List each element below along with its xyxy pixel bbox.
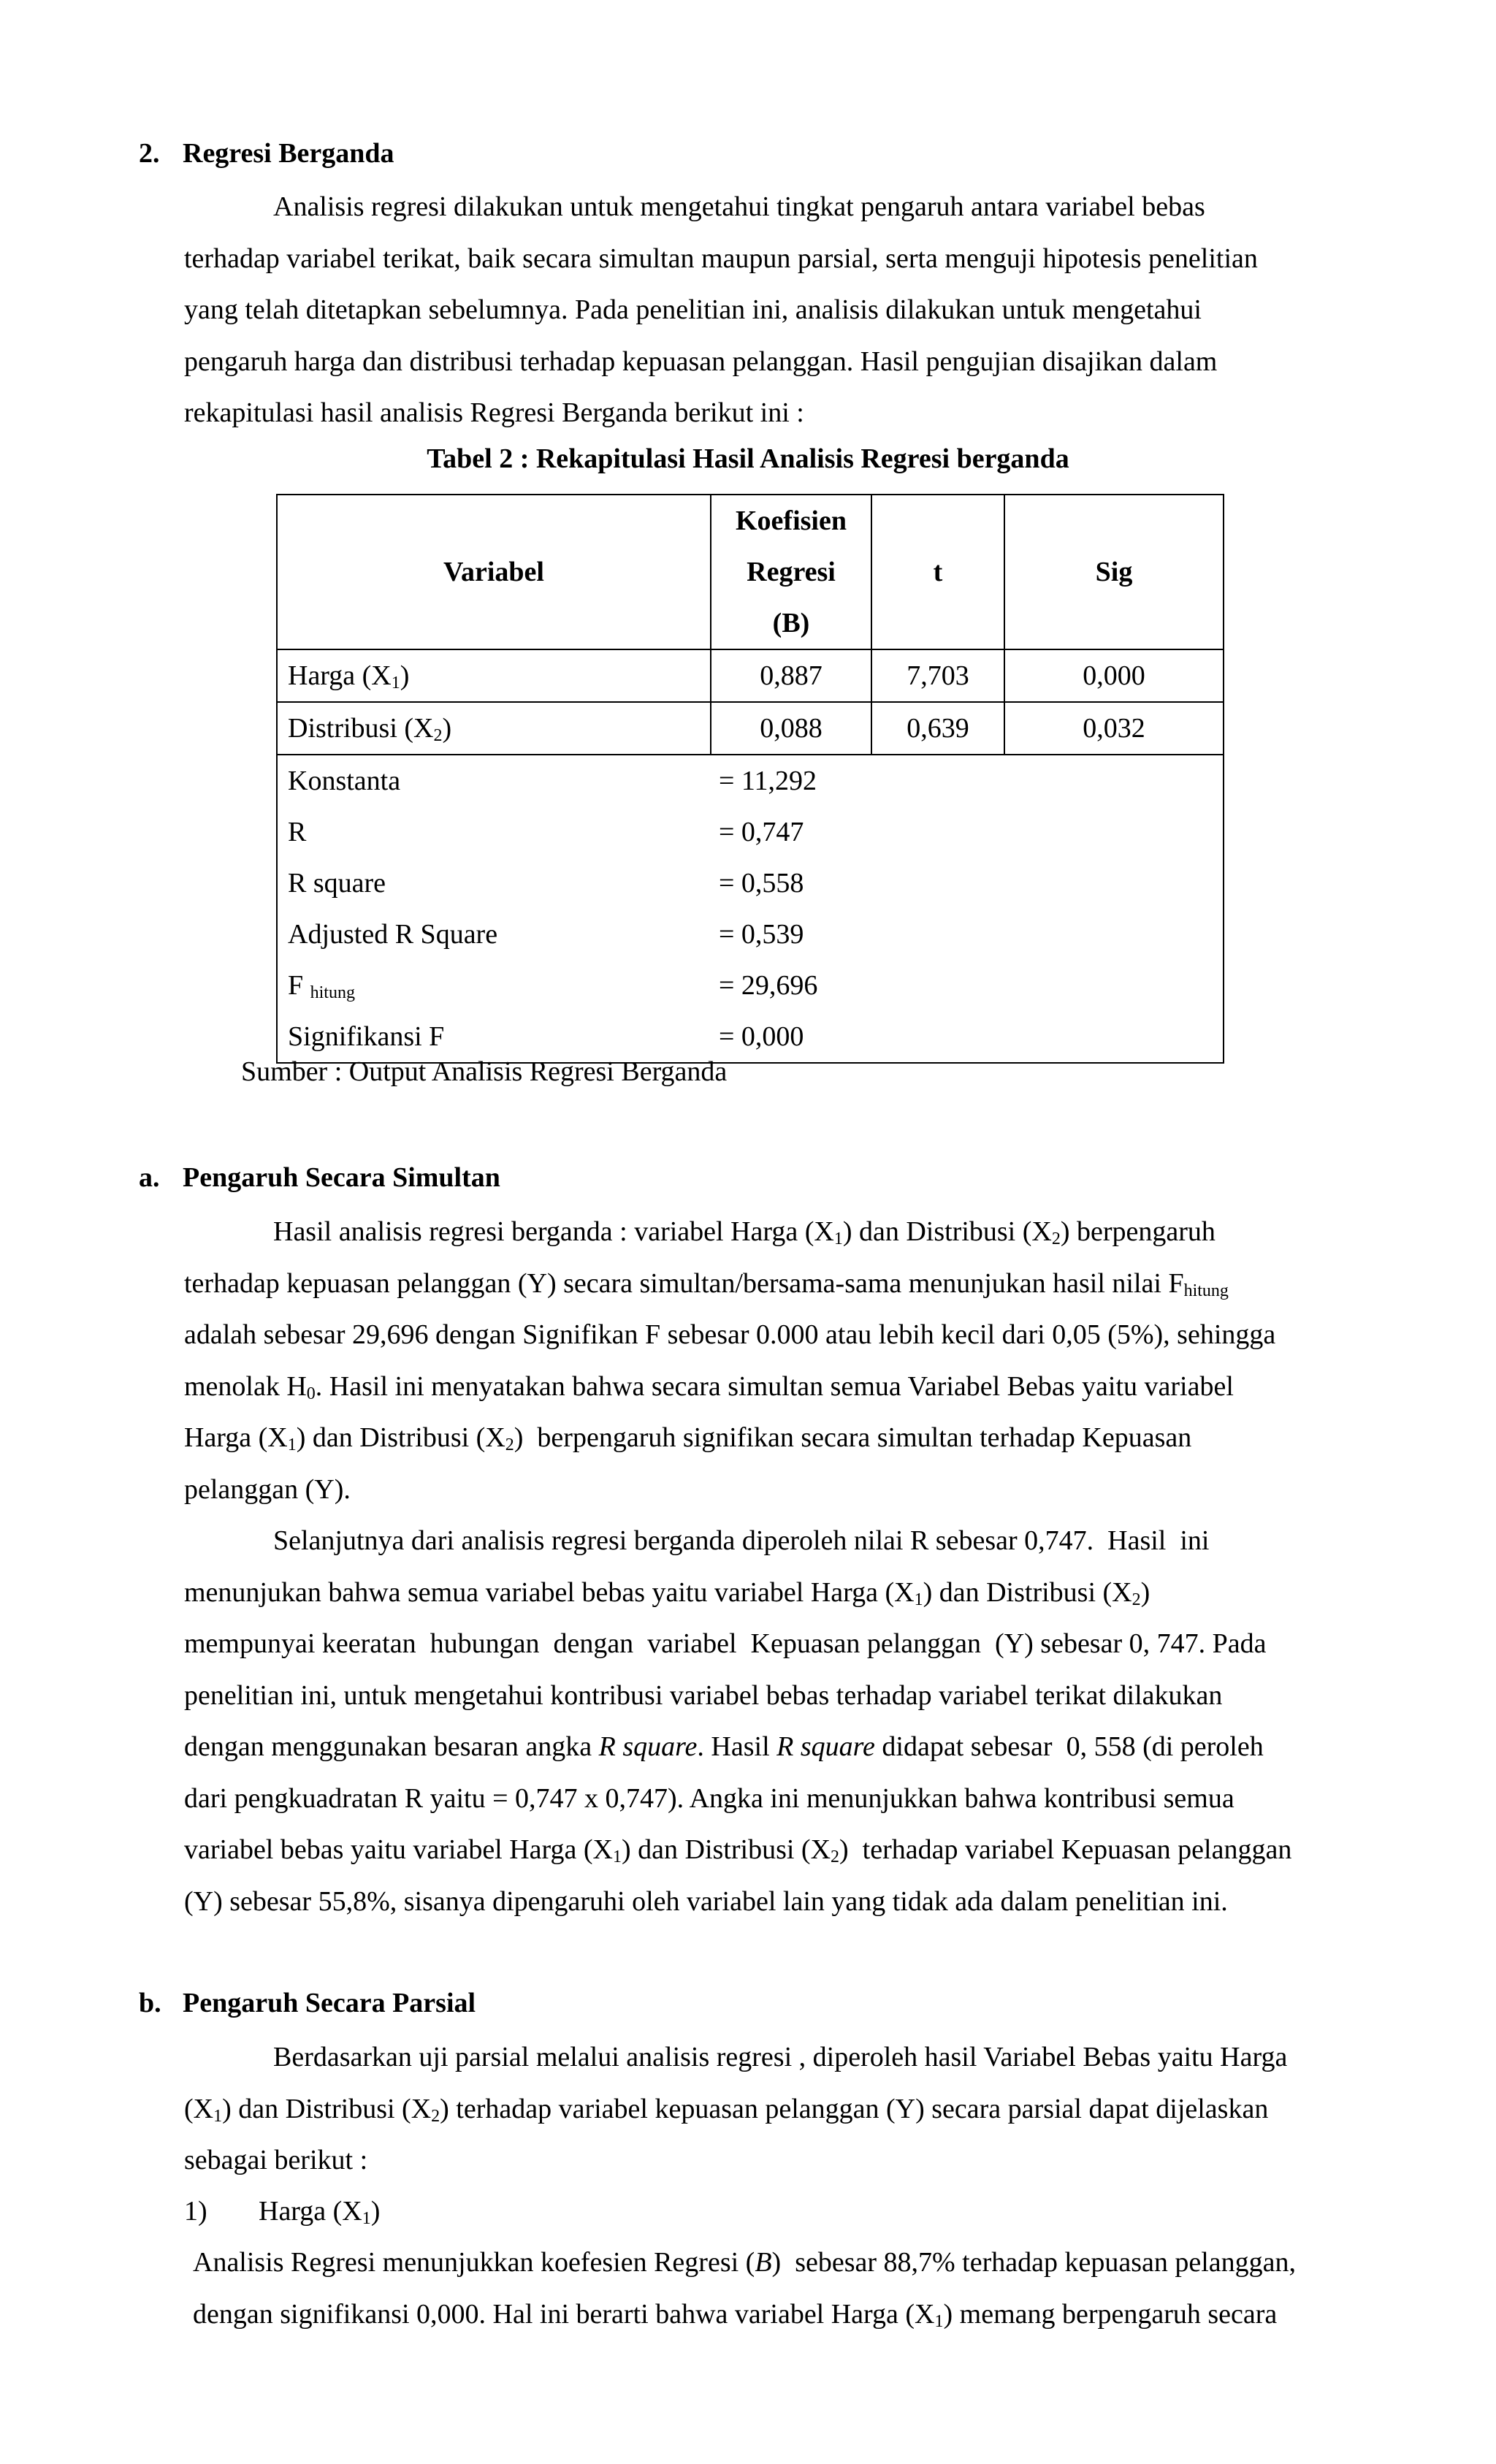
- cell-variable: Distribusi $(X_2)$: [277, 702, 711, 755]
- section-b-paragraph: Berdasarkan uji parsial melalui analisis regresi , diperoleh hasil Variabel Bebas yaitu Harga $(X_1)$ dan Distribusi $(X_2)$ terhadap variabel kepuasan pelanggan (Y) secara parsial dapat dijelaskan sebagai berikut :: [184, 2042, 1288, 2175]
- list-item-harga: 1) Harga $(X_1)$: [184, 2196, 381, 2228]
- section-heading-b: b. Pengaruh Secara Parsial: [139, 1988, 476, 2018]
- harga-paragraph: Analisis Regresi menunjukkan koefesien Regresi (B) sebesar 88,7% terhadap kepuasan pelanggan, dengan signifikansi 0,000. Hal ini berarti bahwa variabel Harga $(X_1)$ memang berpengaruh secara: [193, 2247, 1297, 2331]
- section-a-paragraph-1: Hasil analisis regresi berganda : variabel Harga $(X_1)$ dan Distribusi $(X_2)$ berpengaruh terhadap kepuasan pelanggan (Y) secara simultan/bersama-sama menunjukan hasil nilai $F_{hitung}$ adalah sebesar 29,696 dengan Signifikan F sebesar 0.000 atau lebih kecil dari 0,05 (5%), sehingga menolak $H_0$. Hasil ini menyatakan bahwa secara simultan semua Variabel Bebas yaitu variabel Harga $(X_1)$ dan Distribusi $(X_2)$ berpengaruh signifikan secara simultan terhadap Kepuasan pelanggan (Y). Selanjutnya dari analisis regresi berganda diperoleh nilai R sebesar 0,747. Hasil ini menunjukan bahwa semua variabel bebas yaitu variabel Harga $(X_1)$ dan Distribusi $(X_2)$ mempunyai keeratan hubungan dengan variabel Kepuasan pelanggan (Y) sebesar 0, 747. Pada penelitian ini, untuk mengetahui kontribusi variabel bebas terhadap variabel terikat dilakukan dengan menggunakan besaran angka R square. Hasil R square didapat sebesar 0, 558 (di peroleh dari pengkuadratan R yaitu = 0,747 x 0,747). Angka ini menunjukkan bahwa kontribusi semua variabel bebas yaitu variabel Harga $(X_1)$ dan Distribusi $(X_2)$ terhadap variabel Kepuasan pelanggan (Y) sebesar 55,8%, sisanya dipengaruhi oleh variabel lain yang tidak ada dalam penelitian ini.: [184, 1216, 1292, 1917]
- summary-row: F $_{hitung}$ = 29,696: [288, 970, 818, 1002]
- summary-row: Konstanta = 11,292: [288, 766, 817, 796]
- table-caption: Tabel 2 : Rekapitulasi Hasil Analisis Regresi berganda: [427, 443, 1069, 474]
- cell-b: 0,887: [711, 649, 871, 702]
- cell-t: 7,703: [871, 649, 1004, 702]
- table-row: [277, 702, 1224, 755]
- section-heading-2: 2. Regresi Berganda: [139, 138, 394, 169]
- cell-sig: 0,032: [1004, 702, 1224, 755]
- summary-row: R square = 0,558: [288, 868, 804, 899]
- section-title: Regresi Berganda: [183, 138, 394, 169]
- header-sig: Sig: [1004, 495, 1224, 649]
- summary-row: R = 0,747: [288, 817, 804, 847]
- cell-b: 0,088: [711, 702, 871, 755]
- summary-row: Signifikansi F = 0,000: [288, 1021, 804, 1052]
- table-summary: [277, 755, 1224, 1063]
- header-koefisien: Koefisien Regresi (B): [711, 495, 871, 649]
- header-variabel: Variabel: [277, 495, 711, 649]
- regression-table: [276, 494, 1224, 1064]
- cell-sig: 0,000: [1004, 649, 1224, 702]
- cell-variable: Harga $(X_1)$: [277, 649, 711, 702]
- table-header-row: [277, 495, 1224, 649]
- summary-row: Adjusted R Square = 0,539: [288, 919, 804, 950]
- section-title: Pengaruh Secara Simultan: [183, 1162, 500, 1193]
- table-row: [277, 649, 1224, 702]
- section-2-paragraph: Analisis regresi dilakukan untuk mengetahui tingkat pengaruh antara variabel bebas terhadap variabel terikat, baik secara simultan maupun parsial, serta menguji hipotesis penelitian yang telah ditetapkan sebelumnya. Pada penelitian ini, analisis dilakukan untuk mengetahui pengaruh harga dan distribusi terhadap kepuasan pelanggan. Hasil pengujian disajikan dalam rekapitulasi hasil analisis Regresi Berganda berikut ini :: [184, 191, 1258, 428]
- cell-t: 0,639: [871, 702, 1004, 755]
- table-source: Sumber : Output Analisis Regresi Berganda: [241, 1056, 728, 1087]
- section-title: Pengaruh Secara Parsial: [183, 1988, 476, 2018]
- section-heading-a: a. Pengaruh Secara Simultan: [139, 1162, 500, 1193]
- header-t: t: [871, 495, 1004, 649]
